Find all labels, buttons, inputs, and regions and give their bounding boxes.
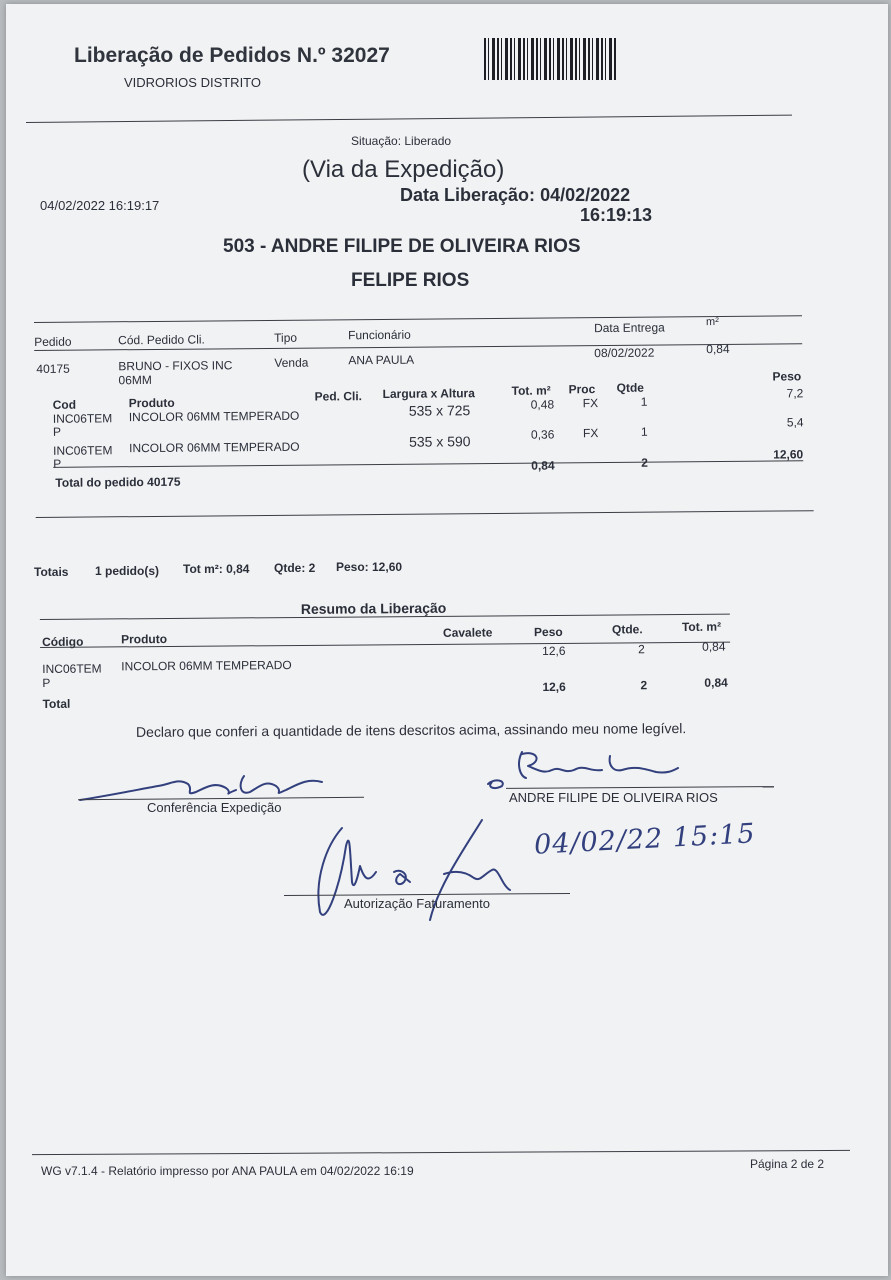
item-col-peso: Peso xyxy=(772,369,802,384)
col-m2: m² xyxy=(705,316,719,329)
totals-peso: Peso: 12,60 xyxy=(336,560,403,574)
summary-col-tot-m2: Tot. m² xyxy=(681,619,722,634)
summary-col-peso: Peso xyxy=(533,624,563,640)
order-total-label: Total do pedido 40175 xyxy=(55,474,181,490)
item1-tot-m2: 0,48 xyxy=(530,397,555,412)
item-col-qtde: Qtde xyxy=(616,380,644,395)
item2-produto: INCOLOR 06MM TEMPERADO xyxy=(129,439,300,456)
document-page xyxy=(6,4,888,1276)
conferencia-label: Conferência Expedição xyxy=(147,800,282,815)
item1-produto: INCOLOR 06MM TEMPERADO xyxy=(128,408,300,425)
order-tipo: Venda xyxy=(274,355,309,370)
totals-label: Totais xyxy=(34,565,69,579)
col-pedido: Pedido xyxy=(34,334,72,349)
order-total-qtde: 2 xyxy=(641,455,648,470)
summary-block xyxy=(1,0,889,724)
footer-line xyxy=(32,1150,850,1155)
totals-pedidos: 1 pedido(s) xyxy=(95,564,160,578)
item-col-proc: Proc xyxy=(568,382,596,397)
order-funcionario: ANA PAULA xyxy=(348,352,415,368)
item-col-tot-m2: Tot. m² xyxy=(511,383,551,398)
totals-qtde: Qtde: 2 xyxy=(274,561,316,575)
item2-dims: 535 x 590 xyxy=(408,433,471,450)
summary-codigo: INC06TEM xyxy=(42,661,102,676)
item1-cod: INC06TEM xyxy=(52,411,113,426)
company-name: VIDRORIOS DISTRITO xyxy=(124,75,261,90)
summary-total-peso: 12,6 xyxy=(542,679,566,695)
item-col-cod: Cod xyxy=(52,397,77,412)
summary-total-label: Total xyxy=(42,696,71,711)
order-number: 40175 xyxy=(36,361,70,376)
via-title: (Via da Expedição) xyxy=(302,156,505,183)
col-tipo: Tipo xyxy=(274,330,298,345)
report-title: Liberação de Pedidos N.º 32027 xyxy=(74,44,390,67)
client-name: 503 - ANDRE FILIPE DE OLIVEIRA RIOS xyxy=(223,236,581,257)
status-text: Situação: Liberado xyxy=(351,134,452,148)
client-alias: FELIPE RIOS xyxy=(351,270,470,291)
col-cod-cli: Cód. Pedido Cli. xyxy=(118,332,205,348)
summary-col-codigo: Código xyxy=(42,634,84,649)
item2-cod: INC06TEM xyxy=(53,443,113,458)
col-data-entrega: Data Entrega xyxy=(593,320,665,336)
order-data-entrega: 08/02/2022 xyxy=(594,345,655,361)
totals-m2: Tot m²: 0,84 xyxy=(183,562,250,576)
printed-timestamp: 04/02/2022 16:19:17 xyxy=(40,198,160,213)
declaration-text: Declaro que conferi a quantidade de itens descritos acima, assinando meu nome legível. xyxy=(135,720,687,740)
summary-produto: INCOLOR 06MM TEMPERADO xyxy=(121,658,292,674)
order-m2: 0,84 xyxy=(706,341,730,357)
order-cod-cli: BRUNO - FIXOS INC xyxy=(118,358,233,374)
col-funcionario: Funcionário xyxy=(348,327,411,343)
item2-peso: 5,4 xyxy=(786,415,804,430)
item1-dims: 535 x 725 xyxy=(408,402,471,419)
item1-peso: 7,2 xyxy=(786,386,804,401)
item2-proc: FX xyxy=(582,426,599,441)
summary-total-qtde: 2 xyxy=(640,678,648,693)
item2-qtde: 1 xyxy=(640,424,648,439)
autorizacao-label: Autorização Faturamento xyxy=(344,896,490,911)
footer-printed-by: WG v7.1.4 - Relatório impresso por ANA PAULA em 04/02/2022 16:19 xyxy=(41,1164,414,1178)
page-number: Página 2 de 2 xyxy=(750,1157,825,1171)
summary-col-produto: Produto xyxy=(120,632,168,647)
summary-tot-m2: 0,84 xyxy=(702,639,726,654)
item1-cod-2: P xyxy=(52,424,62,439)
item2-cod-2: P xyxy=(53,456,62,471)
item1-qtde: 1 xyxy=(640,394,648,409)
summary-title: Resumo da Liberação xyxy=(300,599,447,617)
release-label: Data Liberação: 04/02/2022 xyxy=(400,185,631,205)
item1-proc: FX xyxy=(582,396,599,411)
release-time: 16:19:13 xyxy=(580,205,653,225)
item-col-dims: Largura x Altura xyxy=(382,386,475,401)
summary-qtde: 2 xyxy=(638,642,645,657)
client-sign-label: ANDRE FILIPE DE OLIVEIRA RIOS xyxy=(509,790,718,805)
order-cod-cli-2: 06MM xyxy=(118,372,152,388)
summary-col-qtde: Qtde. xyxy=(611,622,643,637)
summary-codigo-2: P xyxy=(42,675,51,690)
order-total-peso: 12,60 xyxy=(773,447,804,462)
summary-peso: 12,6 xyxy=(542,643,566,659)
order-total-m2: 0,84 xyxy=(531,458,555,473)
handwritten-date: 04/02/22 15:15 xyxy=(533,818,757,861)
summary-col-cavalete: Cavalete xyxy=(442,625,493,640)
item-col-ped-cli: Ped. Cli. xyxy=(314,389,363,404)
item2-tot-m2: 0,36 xyxy=(530,427,555,442)
summary-total-tot-m2: 0,84 xyxy=(704,675,728,690)
item-col-produto: Produto xyxy=(128,395,175,411)
